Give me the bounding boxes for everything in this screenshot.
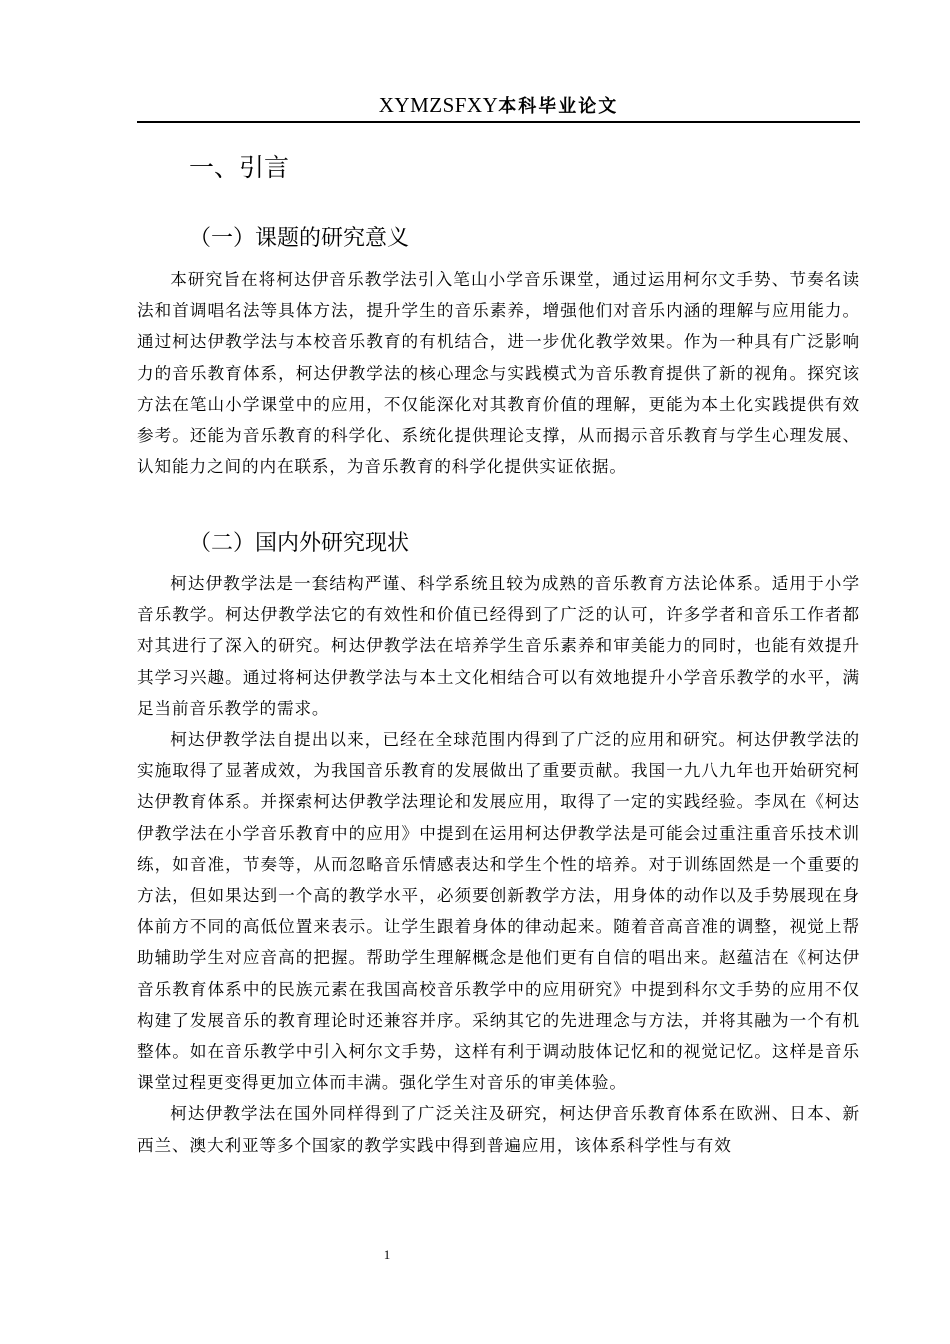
header-title: 本科毕业论文 <box>498 96 619 117</box>
section-title-research-significance: （一）课题的研究意义 <box>189 226 410 251</box>
section-title-research-status: （二）国内外研究现状 <box>189 531 410 556</box>
paragraph: 柯达伊教学法在国外同样得到了广泛关注及研究，柯达伊音乐教育体系在欧洲、日本、新西兰、澳大利亚等多个国家的教学实践中得到普遍应用，该体系科学性与有效 <box>137 1104 860 1155</box>
header-code: XYMZSFXY <box>378 93 499 117</box>
header-rule <box>137 121 860 123</box>
paragraph: 柯达伊教学法是一套结构严谨、科学系统且较为成熟的音乐教育方法论体系。适用于小学音乐教学。柯达伊教学法它的有效性和价值已经得到了广泛的认可，许多学者和音乐工作者都对其进行了深入的研究。柯达伊教学法在培养学生音乐素养和审美能力的同时，也能有效提升其学习兴趣。通过将柯达伊教学法与本土文化相结合可以有效地提升小学音乐教学的水平，满足当前音乐教学的需求。 <box>137 574 860 718</box>
section-body-research-significance <box>137 264 860 482</box>
paragraph: 柯达伊教学法自提出以来，已经在全球范围内得到了广泛的应用和研究。柯达伊教学法的实施取得了显著成效，为我国音乐教育的发展做出了重要贡献。我国一九八九年也开始研究柯达伊教育体系。并探索柯达伊教学法理论和发展应用，取得了一定的实践经验。李凤在《柯达伊教学法在小学音乐教育中的应用》中提到在运用柯达伊教学法是可能会过重注重音乐技术训练，如音准，节奏等，从而忽略音乐情感表达和学生个性的培养。对于训练固然是一个重要的方法，但如果达到一个高的教学水平，必须要创新教学方法，用身体的动作以及手势展现在身体前方不同的高低位置来表示。让学生跟着身体的律动起来。随着音高音准的调整，视觉上帮助辅助学生对应音高的把握。帮助学生理解概念是他们更有自信的唱出来。赵蕴洁在《柯达伊音乐教育体系中的民族元素在我国高校音乐教学中的应用研究》中提到科尔文手势的应用不仅构建了发展音乐的教育理论时还兼容并序。采纳其它的先进理念与方法，并将其融为一个有机整体。如在音乐教学中引入柯尔文手势，这样有利于调动肢体记忆和的视觉记忆。这样是音乐课堂过程更变得更加立体而丰满。强化学生对音乐的审美体验。 <box>137 730 860 1093</box>
page-number: 1 <box>383 1247 391 1262</box>
running-header <box>137 91 860 121</box>
section-body-research-status <box>137 568 860 1161</box>
chapter-title: 一、引言 <box>189 153 290 182</box>
paragraph: 本研究旨在将柯达伊音乐教学法引入笔山小学音乐课堂，通过运用柯尔文手势、节奏名读法和首调唱名法等具体方法，提升学生的音乐素养，增强他们对音乐内涵的理解与应用能力。通过柯达伊教学法与本校音乐教育的有机结合，进一步优化教学效果。作为一种具有广泛影响力的音乐教育体系，柯达伊教学法的核心理念与实践模式为音乐教育提供了新的视角。探究该方法在笔山小学课堂中的应用，不仅能深化对其教育价值的理解，更能为本土化实践提供有效参考。还能为音乐教育的科学化、系统化提供理论支撑，从而揭示音乐教育与学生心理发展、认知能力之间的内在联系，为音乐教育的科学化提供实证依据。 <box>137 270 860 477</box>
